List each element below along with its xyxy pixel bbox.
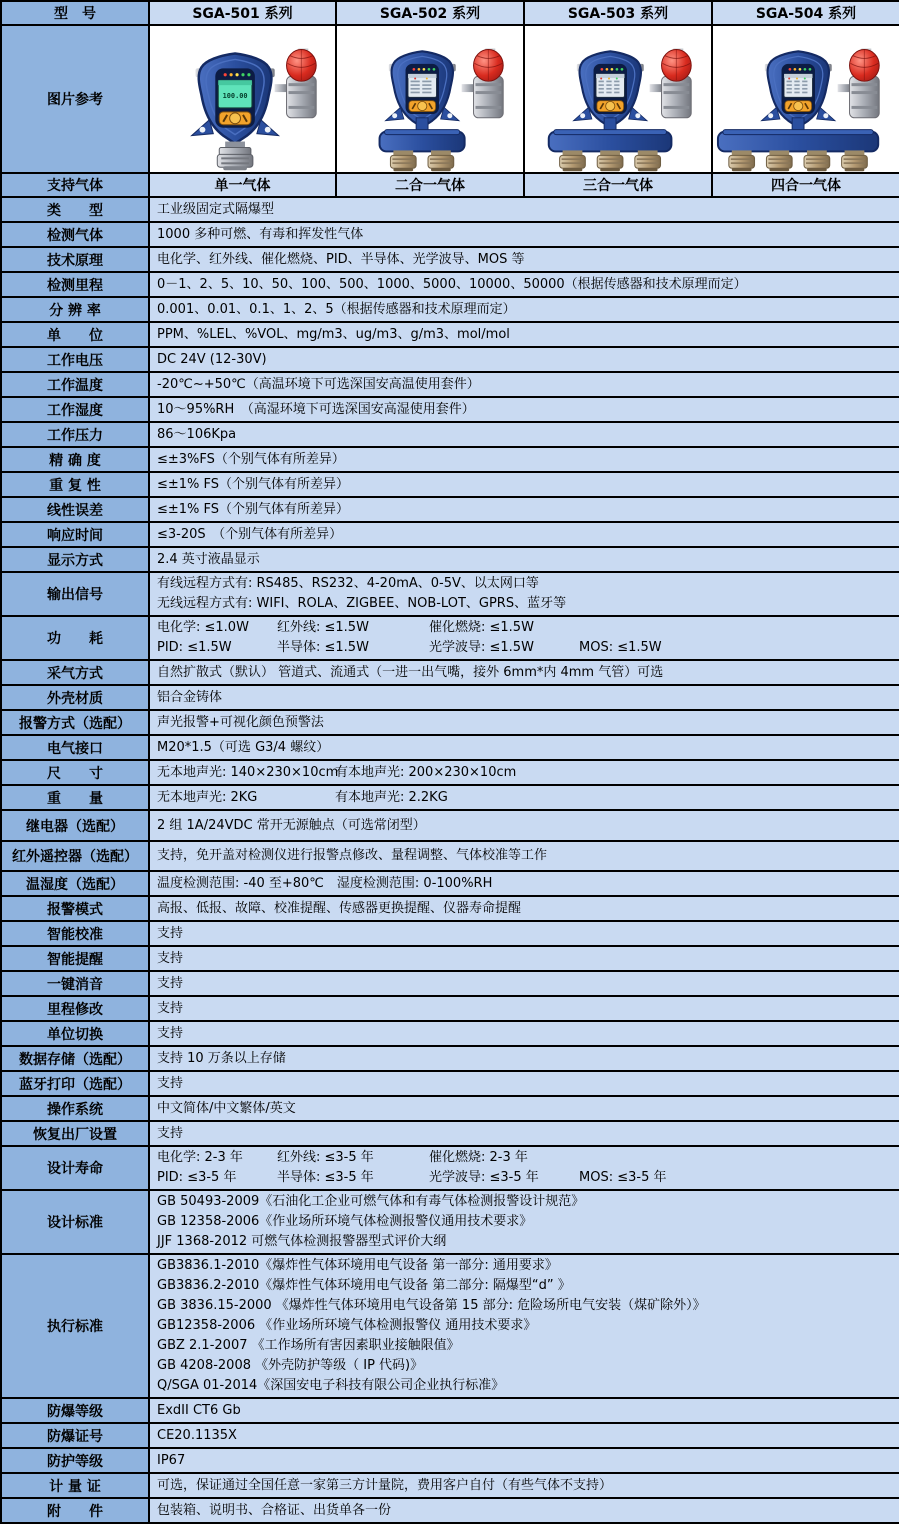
- spec-value-segment: PID: ≤3-5 年: [157, 1170, 237, 1185]
- spec-label: 继电器（选配）: [1, 810, 149, 841]
- spec-row: [1, 1046, 899, 1071]
- spec-value: 铝合金铸体: [149, 685, 899, 710]
- spec-value: 10～95%RH （高湿环境下可选深国安高湿使用套件）: [149, 397, 899, 422]
- image-row: [1, 25, 899, 173]
- spec-row: [1, 497, 899, 522]
- spec-label: 智能校准: [1, 921, 149, 946]
- spec-value: 支持: [149, 946, 899, 971]
- spec-label: 分 辨 率: [1, 297, 149, 322]
- spec-value: 温度检测范围: -40 至+80℃ 湿度检测范围: 0-100%RH: [149, 871, 899, 896]
- spec-label: 技术原理: [1, 247, 149, 272]
- spec-row: [1, 447, 899, 472]
- spec-value-segment: 催化燃烧: 2-3 年: [429, 1150, 528, 1165]
- spec-row: [1, 785, 899, 810]
- gas-type-single: 单一气体: [149, 173, 336, 197]
- spec-label: 显示方式: [1, 547, 149, 572]
- spec-value: 中文简体/中文繁体/英文: [149, 1096, 899, 1121]
- spec-label: 工作温度: [1, 372, 149, 397]
- spec-value: 2.4 英寸液晶显示: [149, 547, 899, 572]
- spec-value: PPM、%LEL、%VOL、mg/m3、ug/m3、g/m3、mol/mol: [149, 322, 899, 347]
- spec-label: 里程修改: [1, 996, 149, 1021]
- spec-label: 采气方式: [1, 660, 149, 685]
- spec-label: 一键消音: [1, 971, 149, 996]
- spec-row: [1, 197, 899, 222]
- spec-value: 1000 多种可燃、有毒和挥发性气体: [149, 222, 899, 247]
- spec-row: [1, 1096, 899, 1121]
- spec-value: 电化学、红外线、催化燃烧、PID、半导体、光学波导、MOS 等: [149, 247, 899, 272]
- spec-row: [1, 272, 899, 297]
- header-row: [1, 1, 899, 25]
- spec-label: 报警方式（选配）: [1, 710, 149, 735]
- spec-value: 可选，保证通过全国任意一家第三方计量院，费用客户自付（有些气体不支持）: [149, 1473, 899, 1498]
- spec-row: [1, 1398, 899, 1423]
- spec-value: 工业级固定式隔爆型: [149, 197, 899, 222]
- spec-value: DC 24V (12-30V): [149, 347, 899, 372]
- spec-row: [1, 397, 899, 422]
- spec-row: [1, 896, 899, 921]
- spec-value: GB 50493-2009《石油化工企业可燃气体和有毒气体检测报警设计规范》 GB 12358-2006《作业场所环境气体检测报警仪通用技术要求》 JJF 1368-2012 可燃气体检测报警器型式评价大纲: [149, 1190, 899, 1254]
- spec-value-segment: MOS: ≤3-5 年: [579, 1170, 667, 1185]
- spec-value: [149, 785, 899, 810]
- spec-row: [1, 222, 899, 247]
- spec-value: 86～106Kpa: [149, 422, 899, 447]
- gas-type-4in1: 四合一气体: [712, 173, 899, 197]
- product-image-sga501: [149, 25, 336, 173]
- spec-value-segment: 红外线: ≤1.5W: [277, 620, 369, 635]
- spec-value: M20*1.5（可选 G3/4 螺纹）: [149, 735, 899, 760]
- spec-value: ≤±1% FS（个别气体有所差异）: [149, 497, 899, 522]
- spec-label: 尺 寸: [1, 760, 149, 785]
- gas-row-label: 支持气体: [1, 173, 149, 197]
- spec-row: [1, 871, 899, 896]
- spec-value: ≤±1% FS（个别气体有所差异）: [149, 472, 899, 497]
- spec-row: [1, 971, 899, 996]
- spec-row: [1, 247, 899, 272]
- product-image-sga502: [336, 25, 524, 173]
- spec-row: [1, 1448, 899, 1473]
- gas-detector-4-probe-manifold: [713, 26, 899, 172]
- spec-row: [1, 735, 899, 760]
- svg-text:100.00: 100.00: [222, 92, 248, 101]
- spec-row: [1, 572, 899, 616]
- spec-value-segment: 光学波导: ≤1.5W: [429, 640, 534, 655]
- spec-label: 附 件: [1, 1498, 149, 1523]
- spec-value: ExdII CT6 Gb: [149, 1398, 899, 1423]
- spec-row: [1, 422, 899, 447]
- spec-label: 智能提醒: [1, 946, 149, 971]
- spec-label: 报警模式: [1, 896, 149, 921]
- spec-row: [1, 841, 899, 871]
- spec-value-segment: PID: ≤1.5W: [157, 640, 232, 655]
- spec-label: 计 量 证: [1, 1473, 149, 1498]
- spec-row: [1, 347, 899, 372]
- spec-label: 设计寿命: [1, 1146, 149, 1190]
- product-image-sga504: [712, 25, 899, 173]
- gas-type-2in1: 二合一气体: [336, 173, 524, 197]
- spec-value-segment: MOS: ≤1.5W: [579, 640, 662, 655]
- spec-value-segment: 电化学: 2-3 年: [157, 1150, 243, 1165]
- spec-value: 支持: [149, 921, 899, 946]
- spec-label: 重 量: [1, 785, 149, 810]
- spec-value: IP67: [149, 1448, 899, 1473]
- spec-row: [1, 616, 899, 660]
- spec-row: [1, 1498, 899, 1523]
- spec-row: [1, 297, 899, 322]
- spec-row: [1, 1121, 899, 1146]
- spec-label: 防护等级: [1, 1448, 149, 1473]
- gas-detector-2-probe-manifold: [337, 26, 523, 172]
- spec-label: 工作湿度: [1, 397, 149, 422]
- product-image-sga503: [524, 25, 712, 173]
- spec-value: [149, 1146, 899, 1190]
- spec-value: 有线远程方式有: RS485、RS232、4-20mA、0-5V、以太网口等 无线远程方式有: WIFI、ROLA、ZIGBEE、NOB-LOT、GPRS、蓝牙等: [149, 572, 899, 616]
- gas-row: [1, 173, 899, 197]
- spec-value: [149, 760, 899, 785]
- spec-value-segment: 无本地声光: 140×230×10cm: [157, 764, 339, 780]
- spec-value: 包装箱、说明书、合格证、出货单各一份: [149, 1498, 899, 1523]
- spec-label: 红外遥控器（选配）: [1, 841, 149, 871]
- model-header-label: 型 号: [1, 1, 149, 25]
- spec-value-segment: 半导体: ≤1.5W: [277, 640, 369, 655]
- spec-value: 支持，免开盖对检测仪进行报警点修改、量程调整、气体校准等工作: [149, 841, 899, 871]
- spec-row: [1, 760, 899, 785]
- spec-label: 输出信号: [1, 572, 149, 616]
- spec-value: GB3836.1-2010《爆炸性气体环境用电气设备 第一部分: 通用要求》 GB3836.2-2010《爆炸性气体环境用电气设备 第二部分: 隔爆型“d” 》 GB 3836.15-2000 《爆炸性气体环境用电气设备第 15 部分: 危险场所电气安装（煤矿除外）》 GB12358-2006 《作业场所环境气体检测报警仪 通用技术要求》 GBZ 2.1-2007 《工作场所有害因素职业接触限值》 GB 4208-2008 《外壳防护等级（ IP 代码)》 Q/SGA 01-2014《深国安电子科技有限公司企业执行标准》: [149, 1254, 899, 1398]
- spec-row: [1, 1071, 899, 1096]
- spec-label: 功 耗: [1, 616, 149, 660]
- spec-label: 外壳材质: [1, 685, 149, 710]
- spec-row: [1, 372, 899, 397]
- spec-row: [1, 810, 899, 841]
- spec-value: 支持 10 万条以上存储: [149, 1046, 899, 1071]
- spec-value-segment: 催化燃烧: ≤1.5W: [429, 620, 534, 635]
- spec-value-segment: 无本地声光: 2KG: [157, 789, 258, 805]
- spec-row: [1, 547, 899, 572]
- spec-row: [1, 1473, 899, 1498]
- image-row-label: 图片参考: [1, 25, 149, 173]
- model-name-sga504: SGA-504 系列: [712, 1, 899, 25]
- spec-label: 防爆证号: [1, 1423, 149, 1448]
- spec-label: 检测气体: [1, 222, 149, 247]
- spec-value: 支持: [149, 1021, 899, 1046]
- spec-row: [1, 1254, 899, 1398]
- spec-value-segment: 有本地声光: 2.2KG: [335, 789, 448, 805]
- spec-value: -20℃~+50℃（高温环境下可选深国安高温使用套件）: [149, 372, 899, 397]
- spec-row: [1, 921, 899, 946]
- spec-row: [1, 472, 899, 497]
- spec-value-segment: 光学波导: ≤3-5 年: [429, 1170, 539, 1185]
- spec-row: [1, 996, 899, 1021]
- spec-value: 0.001、0.01、0.1、1、2、5（根据传感器和技术原理而定）: [149, 297, 899, 322]
- gas-detector-single-probe: [150, 26, 336, 172]
- spec-value: 自然扩散式（默认） 管道式、流通式（一进一出气嘴，接外 6mm*内 4mm 气管）可选: [149, 660, 899, 685]
- spec-label: 线性误差: [1, 497, 149, 522]
- spec-label: 重 复 性: [1, 472, 149, 497]
- model-name-sga502: SGA-502 系列: [336, 1, 524, 25]
- spec-row: [1, 1146, 899, 1190]
- spec-label: 防爆等级: [1, 1398, 149, 1423]
- spec-value: 支持: [149, 1121, 899, 1146]
- spec-row: [1, 1021, 899, 1046]
- spec-label: 检测里程: [1, 272, 149, 297]
- spec-label: 温湿度（选配）: [1, 871, 149, 896]
- gas-detector-3-probe-manifold: [525, 26, 711, 172]
- spec-label: 单位切换: [1, 1021, 149, 1046]
- spec-value-segment: 有本地声光: 200×230×10cm: [335, 764, 517, 780]
- spec-value: 声光报警+可视化颜色预警法: [149, 710, 899, 735]
- spec-value: 0－1、2、5、10、50、100、500、1000、5000、10000、50000（根据传感器和技术原理而定）: [149, 272, 899, 297]
- spec-label: 类 型: [1, 197, 149, 222]
- spec-label: 工作压力: [1, 422, 149, 447]
- spec-value: 高报、低报、故障、校准提醒、传感器更换提醒、仪器寿命提醒: [149, 896, 899, 921]
- spec-row: [1, 685, 899, 710]
- model-name-sga501: SGA-501 系列: [149, 1, 336, 25]
- spec-row: [1, 660, 899, 685]
- model-name-sga503: SGA-503 系列: [524, 1, 712, 25]
- spec-label: 精 确 度: [1, 447, 149, 472]
- spec-value-segment: 半导体: ≤3-5 年: [277, 1170, 374, 1185]
- spec-value-segment: 电化学: ≤1.0W: [157, 620, 249, 635]
- spec-label: 操作系统: [1, 1096, 149, 1121]
- spec-label: 设计标准: [1, 1190, 149, 1254]
- spec-row: [1, 1190, 899, 1254]
- spec-row: [1, 710, 899, 735]
- spec-value: ≤±3%FS（个别气体有所差异）: [149, 447, 899, 472]
- spec-label: 电气接口: [1, 735, 149, 760]
- spec-value: 2 组 1A/24VDC 常开无源触点（可选常闭型）: [149, 810, 899, 841]
- spec-row: [1, 322, 899, 347]
- spec-label: 执行标准: [1, 1254, 149, 1398]
- spec-row: [1, 946, 899, 971]
- spec-value: 支持: [149, 1071, 899, 1096]
- spec-value: 支持: [149, 971, 899, 996]
- spec-label: 工作电压: [1, 347, 149, 372]
- spec-value: ≤3-20S （个别气体有所差异）: [149, 522, 899, 547]
- spec-value-segment: 红外线: ≤3-5 年: [277, 1150, 374, 1165]
- spec-row: [1, 1423, 899, 1448]
- spec-row: [1, 522, 899, 547]
- spec-label: 恢复出厂设置: [1, 1121, 149, 1146]
- spec-value: 支持: [149, 996, 899, 1021]
- spec-value: [149, 616, 899, 660]
- spec-label: 数据存储（选配）: [1, 1046, 149, 1071]
- spec-label: 蓝牙打印（选配）: [1, 1071, 149, 1096]
- spec-value: CE20.1135X: [149, 1423, 899, 1448]
- spec-label: 单 位: [1, 322, 149, 347]
- gas-type-3in1: 三合一气体: [524, 173, 712, 197]
- spec-label: 响应时间: [1, 522, 149, 547]
